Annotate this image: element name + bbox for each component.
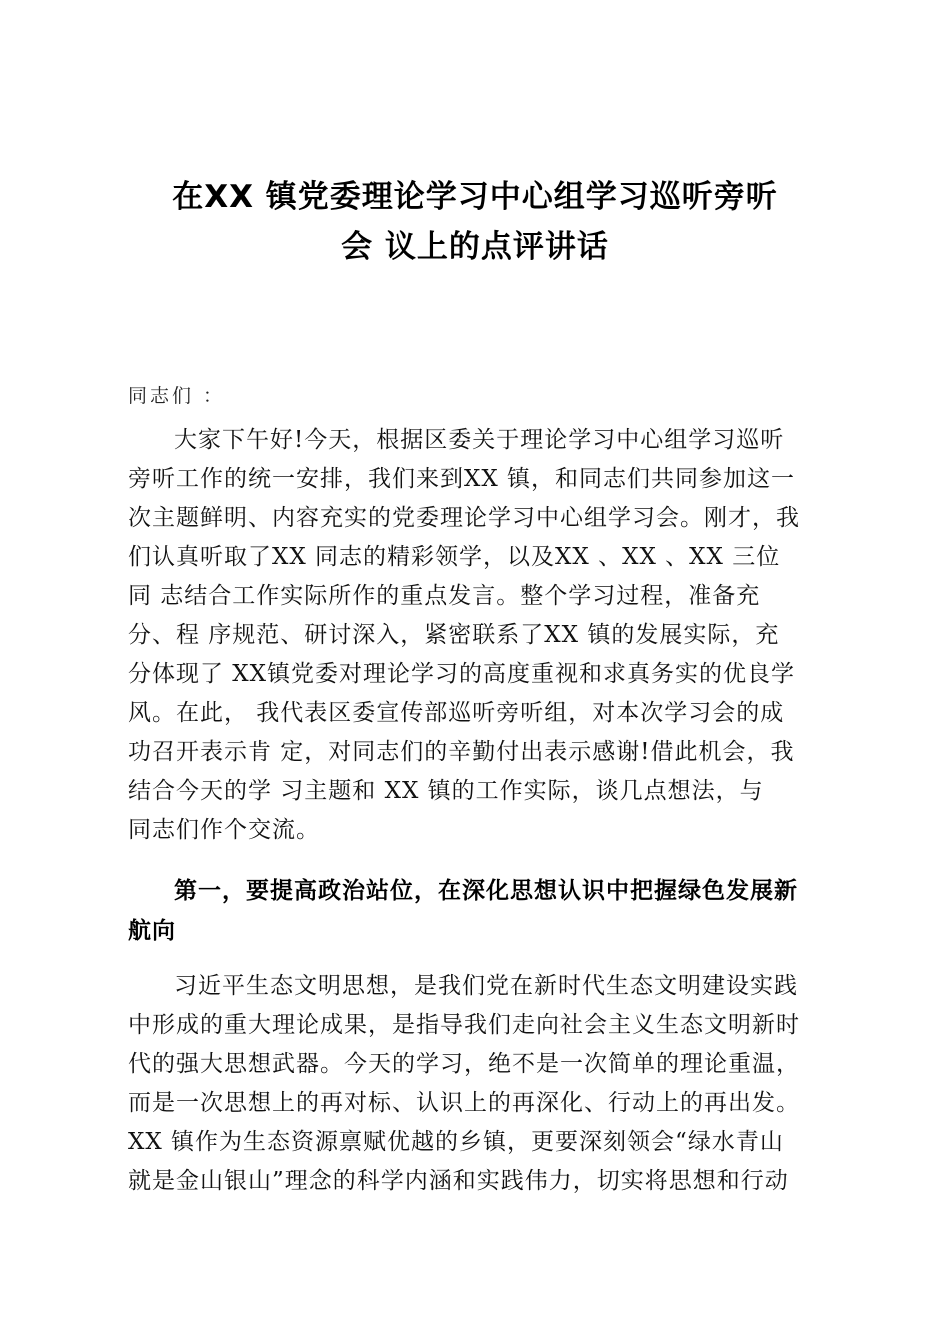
paragraph-line: 而是一次思想上的再对标、认识上的再深化、行动上的再出发。 xyxy=(128,1090,800,1116)
paragraph-line: 功召开表示肯 定，对同志们的辛勤付出表示感谢!借此机会，我 xyxy=(128,739,795,765)
paragraph-line: 分体现了 XX镇党委对理论学习的高度重视和求真务实的优良学 xyxy=(128,661,796,687)
paragraph-line: 习近平生态文明思想，是我们党在新时代生态文明建设实践 xyxy=(174,973,798,999)
paragraph-line: 就是金山银山”理念的科学内涵和实践伟力，切实将思想和行动 xyxy=(128,1168,789,1194)
paragraph-line: 中形成的重大理论成果，是指导我们走向社会主义生态文明新时 xyxy=(128,1012,800,1038)
paragraph-line: 分、程 序规范、研讨深入，紧密联系了XX 镇的发展实际，充 xyxy=(128,622,780,648)
paragraph-line: 同 志结合工作实际所作的重点发言。整个学习过程，准备充 xyxy=(128,583,761,609)
paragraph-line: XX 镇作为生态资源禀赋优越的乡镇，更要深刻领会“绿水青山 xyxy=(128,1129,784,1155)
paragraph-opening xyxy=(128,421,838,850)
paragraph-line: 风。在此， 我代表区委宣传部巡听旁听组，对本次学习会的成 xyxy=(128,700,785,726)
heading-line: 第一，要提高政治站位，在深化思想认识中把握绿色发展新 xyxy=(174,878,798,904)
salutation: 同志们 ： xyxy=(128,385,226,407)
paragraph-section-1 xyxy=(128,967,838,1201)
section-heading-1 xyxy=(128,871,838,951)
paragraph-line: 们认真听取了XX 同志的精彩领学，以及XX 、XX 、XX 三位 xyxy=(128,544,781,570)
paragraph-line: 次主题鲜明、内容充实的党委理论学习中心组学习会。刚才，我 xyxy=(128,505,800,531)
paragraph-line: 同志们作个交流。 xyxy=(128,817,320,843)
title-line-1: 在XX 镇党委理论学习中心组学习巡听旁听 xyxy=(172,179,778,215)
heading-line: 航向 xyxy=(128,918,176,944)
paragraph-line: 代的强大思想武器。今天的学习，绝不是一次简单的理论重温， xyxy=(128,1051,800,1077)
document-title xyxy=(90,172,860,272)
paragraph-line: 大家下午好!今天，根据区委关于理论学习中心组学习巡听 xyxy=(174,427,785,453)
paragraph-line: 结合今天的学 习主题和 XX 镇的工作实际，谈几点想法，与 xyxy=(128,778,764,804)
title-line-2: 会 议上的点评讲话 xyxy=(341,229,609,265)
paragraph-line: 旁听工作的统一安排，我们来到XX 镇，和同志们共同参加这一 xyxy=(128,466,796,492)
